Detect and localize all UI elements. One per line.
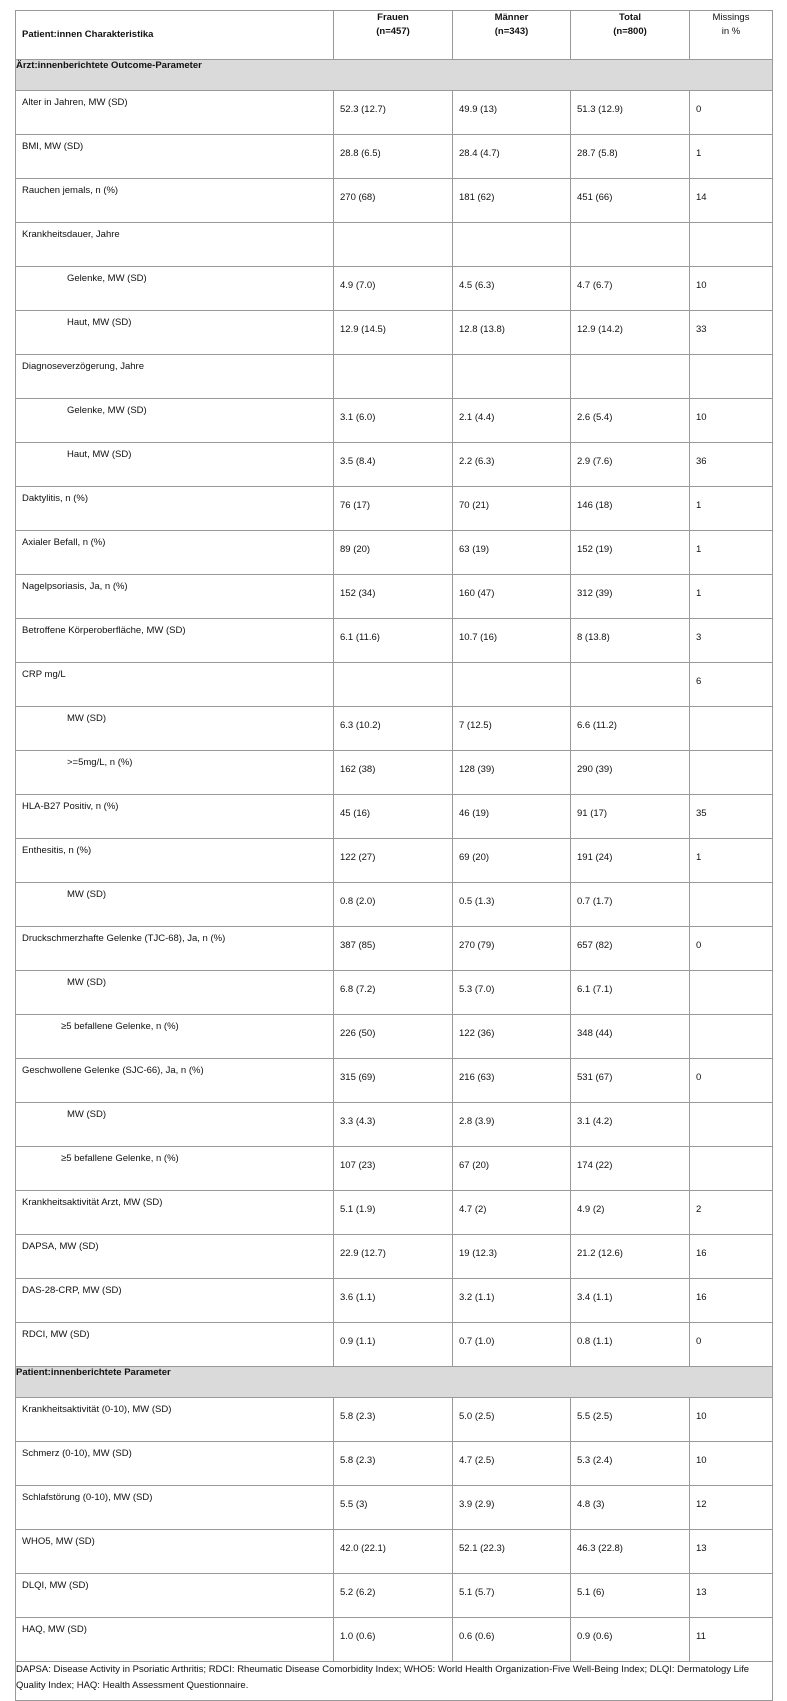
section-header-patient — [16, 1367, 773, 1398]
cell-frauen: 0.9 (1.1) — [334, 1323, 453, 1367]
cell-missings: 14 — [690, 179, 773, 223]
cell-frauen: 3.6 (1.1) — [334, 1279, 453, 1323]
cell-maenner: 70 (21) — [453, 487, 571, 531]
cell-frauen: 89 (20) — [334, 531, 453, 575]
characteristics-table — [15, 10, 773, 1701]
cell-maenner: 122 (36) — [453, 1015, 571, 1059]
cell-maenner: 181 (62) — [453, 179, 571, 223]
row-label: >=5mg/L, n (%) — [16, 751, 334, 795]
cell-maenner: 4.7 (2) — [453, 1191, 571, 1235]
cell-maenner: 0.5 (1.3) — [453, 883, 571, 927]
cell-frauen: 3.3 (4.3) — [334, 1103, 453, 1147]
cell-total — [571, 663, 690, 707]
cell-frauen: 162 (38) — [334, 751, 453, 795]
table-row — [16, 1323, 773, 1367]
table-row — [16, 91, 773, 135]
cell-frauen: 22.9 (12.7) — [334, 1235, 453, 1279]
cell-maenner: 160 (47) — [453, 575, 571, 619]
cell-missings: 3 — [690, 619, 773, 663]
row-label: ≥5 befallene Gelenke, n (%) — [16, 1147, 334, 1191]
cell-missings — [690, 355, 773, 399]
header-frauen-n: (n=457) — [376, 26, 410, 37]
cell-missings — [690, 1103, 773, 1147]
cell-missings: 33 — [690, 311, 773, 355]
cell-maenner: 28.4 (4.7) — [453, 135, 571, 179]
cell-maenner: 2.1 (4.4) — [453, 399, 571, 443]
cell-missings — [690, 1147, 773, 1191]
cell-missings: 10 — [690, 267, 773, 311]
cell-missings — [690, 751, 773, 795]
cell-missings: 1 — [690, 575, 773, 619]
cell-missings — [690, 707, 773, 751]
row-label: Axialer Befall, n (%) — [16, 531, 334, 575]
table-row — [16, 1015, 773, 1059]
row-label: Schmerz (0-10), MW (SD) — [16, 1442, 334, 1486]
cell-frauen: 76 (17) — [334, 487, 453, 531]
cell-missings: 10 — [690, 1398, 773, 1442]
cell-maenner: 49.9 (13) — [453, 91, 571, 135]
cell-missings: 0 — [690, 91, 773, 135]
table-row — [16, 1235, 773, 1279]
row-label: RDCI, MW (SD) — [16, 1323, 334, 1367]
table-row — [16, 179, 773, 223]
cell-missings: 0 — [690, 927, 773, 971]
cell-frauen: 52.3 (12.7) — [334, 91, 453, 135]
cell-total: 3.1 (4.2) — [571, 1103, 690, 1147]
cell-total: 174 (22) — [571, 1147, 690, 1191]
cell-total: 657 (82) — [571, 927, 690, 971]
cell-frauen: 6.8 (7.2) — [334, 971, 453, 1015]
row-label: MW (SD) — [16, 883, 334, 927]
table-row — [16, 443, 773, 487]
cell-frauen — [334, 663, 453, 707]
cell-missings: 6 — [690, 663, 773, 707]
cell-maenner: 67 (20) — [453, 1147, 571, 1191]
header-total-label: Total — [619, 12, 641, 23]
cell-total: 5.3 (2.4) — [571, 1442, 690, 1486]
cell-total: 4.7 (6.7) — [571, 267, 690, 311]
row-label: HAQ, MW (SD) — [16, 1618, 334, 1662]
cell-missings: 1 — [690, 487, 773, 531]
table-row — [16, 311, 773, 355]
header-missings-unit: in % — [721, 26, 741, 37]
cell-maenner — [453, 223, 571, 267]
cell-frauen: 5.8 (2.3) — [334, 1398, 453, 1442]
cell-missings: 13 — [690, 1574, 773, 1618]
header-maenner — [453, 11, 571, 60]
row-label: MW (SD) — [16, 971, 334, 1015]
cell-maenner: 0.7 (1.0) — [453, 1323, 571, 1367]
table-row — [16, 707, 773, 751]
cell-total: 91 (17) — [571, 795, 690, 839]
characteristics-table-container — [15, 10, 772, 1701]
cell-frauen: 45 (16) — [334, 795, 453, 839]
table-row — [16, 1147, 773, 1191]
cell-total: 191 (24) — [571, 839, 690, 883]
table-row — [16, 1486, 773, 1530]
section-header-physician — [16, 60, 773, 91]
cell-frauen: 4.9 (7.0) — [334, 267, 453, 311]
table-row — [16, 1530, 773, 1574]
cell-total: 12.9 (14.2) — [571, 311, 690, 355]
cell-maenner: 4.5 (6.3) — [453, 267, 571, 311]
cell-maenner: 52.1 (22.3) — [453, 1530, 571, 1574]
table-row — [16, 1191, 773, 1235]
cell-total: 0.8 (1.1) — [571, 1323, 690, 1367]
header-missings-label: Missings — [712, 12, 750, 23]
cell-missings — [690, 883, 773, 927]
row-label: DLQI, MW (SD) — [16, 1574, 334, 1618]
cell-maenner: 4.7 (2.5) — [453, 1442, 571, 1486]
row-label: Schlafstörung (0-10), MW (SD) — [16, 1486, 334, 1530]
cell-total: 152 (19) — [571, 531, 690, 575]
cell-maenner: 5.0 (2.5) — [453, 1398, 571, 1442]
cell-total: 4.8 (3) — [571, 1486, 690, 1530]
table-row — [16, 399, 773, 443]
row-label: DAS-28-CRP, MW (SD) — [16, 1279, 334, 1323]
footnote: DAPSA: Disease Activity in Psoriatic Arthritis; RDCI: Rheumatic Disease Comorbidity Index; WHO5: World Health Organization-Five Well-Being Index; DLQI: Dermatology Life Quality Index; HAQ: Health Assessment Questionnaire. — [16, 1662, 773, 1701]
cell-maenner: 69 (20) — [453, 839, 571, 883]
row-label: Krankheitsdauer, Jahre — [16, 223, 334, 267]
cell-frauen: 5.1 (1.9) — [334, 1191, 453, 1235]
cell-total: 290 (39) — [571, 751, 690, 795]
cell-missings: 0 — [690, 1323, 773, 1367]
row-label: MW (SD) — [16, 707, 334, 751]
cell-frauen: 3.1 (6.0) — [334, 399, 453, 443]
cell-maenner: 10.7 (16) — [453, 619, 571, 663]
cell-total: 51.3 (12.9) — [571, 91, 690, 135]
cell-maenner: 19 (12.3) — [453, 1235, 571, 1279]
row-label: ≥5 befallene Gelenke, n (%) — [16, 1015, 334, 1059]
section-title: Ärzt:innenberichtete Outcome-Parameter — [16, 60, 773, 91]
cell-maenner: 12.8 (13.8) — [453, 311, 571, 355]
cell-total: 146 (18) — [571, 487, 690, 531]
cell-missings — [690, 1015, 773, 1059]
cell-missings: 16 — [690, 1279, 773, 1323]
cell-maenner: 270 (79) — [453, 927, 571, 971]
cell-maenner: 5.3 (7.0) — [453, 971, 571, 1015]
table-row — [16, 663, 773, 707]
cell-frauen: 270 (68) — [334, 179, 453, 223]
cell-total: 46.3 (22.8) — [571, 1530, 690, 1574]
table-row — [16, 135, 773, 179]
cell-maenner: 3.9 (2.9) — [453, 1486, 571, 1530]
cell-missings: 1 — [690, 839, 773, 883]
row-label: Daktylitis, n (%) — [16, 487, 334, 531]
cell-frauen: 3.5 (8.4) — [334, 443, 453, 487]
cell-missings: 10 — [690, 1442, 773, 1486]
cell-total: 4.9 (2) — [571, 1191, 690, 1235]
cell-maenner: 128 (39) — [453, 751, 571, 795]
table-row — [16, 355, 773, 399]
table-row — [16, 971, 773, 1015]
cell-frauen: 5.2 (6.2) — [334, 1574, 453, 1618]
cell-missings: 1 — [690, 135, 773, 179]
row-label: Krankheitsaktivität Arzt, MW (SD) — [16, 1191, 334, 1235]
table-row — [16, 795, 773, 839]
cell-total: 5.5 (2.5) — [571, 1398, 690, 1442]
cell-frauen: 387 (85) — [334, 927, 453, 971]
cell-missings: 0 — [690, 1059, 773, 1103]
cell-missings — [690, 223, 773, 267]
cell-maenner: 63 (19) — [453, 531, 571, 575]
table-row — [16, 487, 773, 531]
cell-total: 28.7 (5.8) — [571, 135, 690, 179]
cell-total: 6.1 (7.1) — [571, 971, 690, 1015]
cell-total: 531 (67) — [571, 1059, 690, 1103]
cell-total: 6.6 (11.2) — [571, 707, 690, 751]
row-label: Gelenke, MW (SD) — [16, 399, 334, 443]
cell-total: 0.9 (0.6) — [571, 1618, 690, 1662]
cell-total: 21.2 (12.6) — [571, 1235, 690, 1279]
cell-total: 312 (39) — [571, 575, 690, 619]
table-body — [16, 60, 773, 1662]
cell-frauen: 12.9 (14.5) — [334, 311, 453, 355]
cell-frauen: 5.8 (2.3) — [334, 1442, 453, 1486]
table-row — [16, 575, 773, 619]
header-total — [571, 11, 690, 60]
row-label: Betroffene Körperoberfläche, MW (SD) — [16, 619, 334, 663]
table-row — [16, 751, 773, 795]
table-row — [16, 531, 773, 575]
cell-total: 5.1 (6) — [571, 1574, 690, 1618]
cell-frauen: 1.0 (0.6) — [334, 1618, 453, 1662]
header-frauen-label: Frauen — [377, 12, 409, 23]
cell-maenner: 7 (12.5) — [453, 707, 571, 751]
row-label: MW (SD) — [16, 1103, 334, 1147]
header-characteristics: Patient:innen Charakteristika — [16, 11, 334, 60]
table-row — [16, 1574, 773, 1618]
cell-frauen: 152 (34) — [334, 575, 453, 619]
row-label: Druckschmerzhafte Gelenke (TJC-68), Ja, n (%) — [16, 927, 334, 971]
cell-maenner: 0.6 (0.6) — [453, 1618, 571, 1662]
cell-total — [571, 355, 690, 399]
row-label: BMI, MW (SD) — [16, 135, 334, 179]
cell-maenner: 46 (19) — [453, 795, 571, 839]
cell-missings: 35 — [690, 795, 773, 839]
cell-missings — [690, 971, 773, 1015]
cell-frauen: 122 (27) — [334, 839, 453, 883]
cell-frauen: 0.8 (2.0) — [334, 883, 453, 927]
cell-total: 348 (44) — [571, 1015, 690, 1059]
header-maenner-n: (n=343) — [494, 26, 529, 37]
cell-maenner: 2.2 (6.3) — [453, 443, 571, 487]
row-label: Krankheitsaktivität (0-10), MW (SD) — [16, 1398, 334, 1442]
table-row — [16, 1398, 773, 1442]
section-title: Patient:innenberichtete Parameter — [16, 1367, 773, 1398]
table-row — [16, 1279, 773, 1323]
header-missings — [690, 11, 773, 60]
row-label: Gelenke, MW (SD) — [16, 267, 334, 311]
cell-total: 451 (66) — [571, 179, 690, 223]
table-row — [16, 223, 773, 267]
footnote-row — [16, 1662, 773, 1701]
cell-maenner — [453, 663, 571, 707]
row-label: Nagelpsoriasis, Ja, n (%) — [16, 575, 334, 619]
table-row — [16, 883, 773, 927]
cell-frauen: 42.0 (22.1) — [334, 1530, 453, 1574]
cell-frauen — [334, 223, 453, 267]
cell-missings: 16 — [690, 1235, 773, 1279]
table-row — [16, 839, 773, 883]
cell-maenner: 5.1 (5.7) — [453, 1574, 571, 1618]
row-label: HLA-B27 Positiv, n (%) — [16, 795, 334, 839]
cell-total — [571, 223, 690, 267]
row-label: Geschwollene Gelenke (SJC-66), Ja, n (%) — [16, 1059, 334, 1103]
row-label: Enthesitis, n (%) — [16, 839, 334, 883]
row-label: Haut, MW (SD) — [16, 311, 334, 355]
cell-missings: 13 — [690, 1530, 773, 1574]
row-label: DAPSA, MW (SD) — [16, 1235, 334, 1279]
table-row — [16, 927, 773, 971]
cell-total: 0.7 (1.7) — [571, 883, 690, 927]
cell-frauen: 5.5 (3) — [334, 1486, 453, 1530]
row-label: Haut, MW (SD) — [16, 443, 334, 487]
table-row — [16, 1618, 773, 1662]
table-header-row — [16, 11, 773, 60]
row-label: CRP mg/L — [16, 663, 334, 707]
cell-total: 2.6 (5.4) — [571, 399, 690, 443]
header-total-n: (n=800) — [613, 26, 647, 37]
cell-frauen — [334, 355, 453, 399]
cell-frauen: 107 (23) — [334, 1147, 453, 1191]
cell-total: 3.4 (1.1) — [571, 1279, 690, 1323]
cell-missings: 1 — [690, 531, 773, 575]
table-row — [16, 619, 773, 663]
header-frauen — [334, 11, 453, 60]
header-maenner-label: Männer — [494, 12, 529, 23]
cell-total: 2.9 (7.6) — [571, 443, 690, 487]
cell-maenner: 216 (63) — [453, 1059, 571, 1103]
cell-missings: 10 — [690, 399, 773, 443]
row-label: WHO5, MW (SD) — [16, 1530, 334, 1574]
table-row — [16, 1103, 773, 1147]
cell-frauen: 6.3 (10.2) — [334, 707, 453, 751]
cell-frauen: 28.8 (6.5) — [334, 135, 453, 179]
cell-missings: 2 — [690, 1191, 773, 1235]
cell-total: 8 (13.8) — [571, 619, 690, 663]
cell-frauen: 6.1 (11.6) — [334, 619, 453, 663]
table-row — [16, 1442, 773, 1486]
table-row — [16, 1059, 773, 1103]
cell-frauen: 315 (69) — [334, 1059, 453, 1103]
cell-maenner: 3.2 (1.1) — [453, 1279, 571, 1323]
table-row — [16, 267, 773, 311]
cell-frauen: 226 (50) — [334, 1015, 453, 1059]
row-label: Diagnoseverzögerung, Jahre — [16, 355, 334, 399]
cell-missings: 11 — [690, 1618, 773, 1662]
row-label: Rauchen jemals, n (%) — [16, 179, 334, 223]
cell-missings: 36 — [690, 443, 773, 487]
cell-maenner: 2.8 (3.9) — [453, 1103, 571, 1147]
cell-maenner — [453, 355, 571, 399]
row-label: Alter in Jahren, MW (SD) — [16, 91, 334, 135]
cell-missings: 12 — [690, 1486, 773, 1530]
